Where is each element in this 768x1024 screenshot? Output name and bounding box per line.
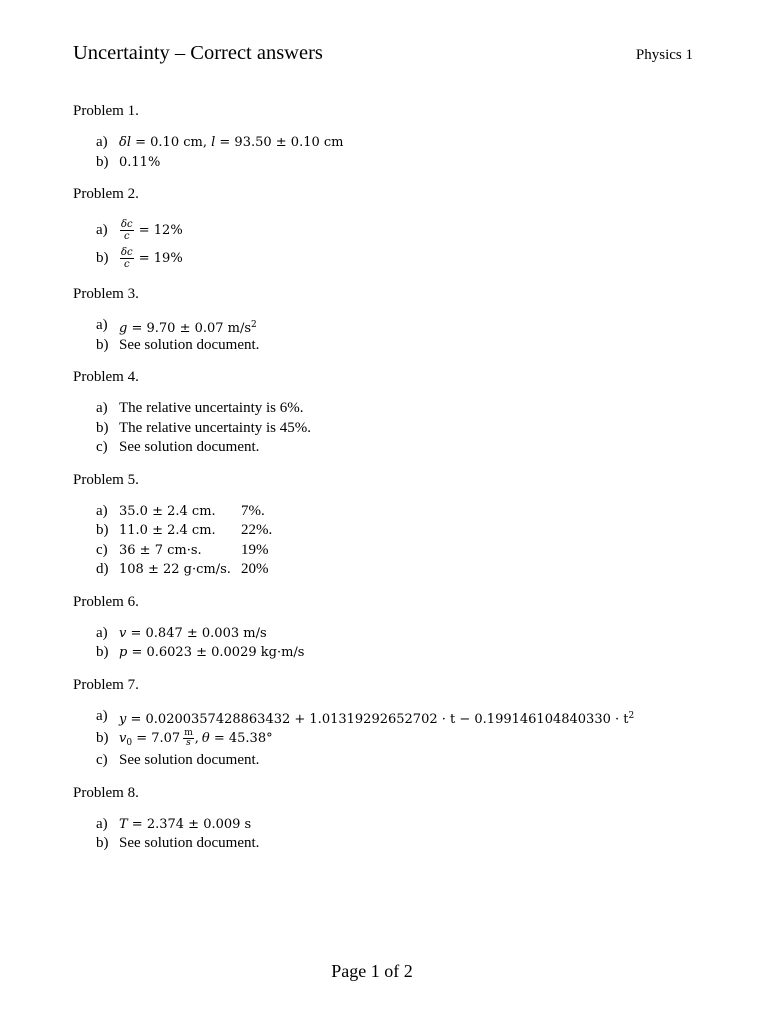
math-variable: δl: [119, 135, 131, 150]
fraction: [120, 219, 134, 242]
answer-label: a): [96, 707, 108, 724]
relative-uncertainty: 7%.: [241, 502, 265, 519]
page-number: Page 1 of 2: [331, 961, 413, 981]
answer-c: [73, 751, 728, 771]
math-expression: [119, 321, 257, 336]
math-text: = 2.374 ± 0.009 s: [127, 816, 252, 832]
math-expression: [119, 219, 183, 242]
answer-b: [73, 726, 728, 751]
answer-list: [73, 204, 728, 284]
problem-title: Problem 4.: [73, 369, 139, 385]
answer-b: [73, 521, 728, 541]
answer-a: [73, 316, 728, 336]
math-variable: θ: [201, 731, 210, 746]
answer-text: See solution document.: [119, 752, 260, 768]
answer-label: a): [96, 317, 108, 333]
math-variable: T: [119, 816, 128, 832]
answer-label: b): [96, 336, 109, 353]
problem-7: [73, 675, 728, 783]
fraction: [183, 729, 194, 748]
math-expression: [119, 712, 634, 727]
answer-label: c): [96, 541, 108, 558]
problem-5: [73, 470, 728, 592]
answer-label: b): [96, 644, 109, 660]
problem-2: [73, 184, 728, 284]
problem-title: Problem 2.: [73, 186, 139, 202]
math-text: = 9.70 ± 0.07 m/s: [127, 321, 252, 336]
problem-title: Problem 3.: [73, 286, 139, 302]
problem-4: [73, 367, 728, 470]
answer-label: b): [96, 835, 109, 851]
answer-a: [73, 815, 728, 835]
math-variable: g: [119, 321, 128, 336]
answer-a: [73, 624, 728, 644]
answer-label: b): [96, 419, 109, 436]
fraction-numerator: δc: [121, 247, 133, 258]
math-expression: [119, 728, 273, 748]
fraction-numerator: δc: [121, 219, 133, 230]
measured-value: 108 ± 22 g·cm/s.: [119, 562, 231, 577]
math-text: = 45.38°: [209, 731, 273, 746]
measured-value: 36 ± 7 cm·s.: [119, 542, 202, 558]
answer-text: The relative uncertainty is 6%.: [119, 400, 304, 416]
answer-c: [73, 541, 728, 561]
problem-title: Problem 1.: [73, 103, 139, 119]
math-text: = 93.50 ± 0.10 cm: [215, 135, 344, 150]
math-expression: [119, 626, 267, 641]
fraction-denominator: s: [186, 738, 191, 748]
answer-list: [73, 121, 728, 184]
math-expression: [119, 135, 343, 150]
answer-label: b): [96, 153, 109, 170]
math-text: ,: [194, 731, 199, 746]
problem-6: [73, 592, 728, 675]
answer-label: a): [96, 502, 108, 519]
problem-title: Problem 5.: [73, 471, 139, 488]
answer-list: [73, 695, 728, 783]
answers-content: [73, 101, 728, 866]
answer-label: a): [96, 134, 108, 150]
answer-label: b): [96, 730, 109, 746]
fraction-denominator: c: [124, 259, 130, 270]
math-text: = 0.10 cm,: [130, 135, 212, 150]
answer-label: a): [96, 222, 108, 238]
math-expression: [119, 155, 160, 170]
answer-label: a): [96, 400, 108, 416]
problem-3: [73, 284, 728, 367]
answer-list: [73, 612, 728, 675]
answer-label: c): [96, 752, 108, 768]
answer-b: [73, 643, 728, 663]
answer-b: [73, 244, 728, 272]
math-expression: [119, 817, 251, 832]
superscript: 2: [628, 710, 635, 721]
answer-a: [73, 707, 728, 727]
answer-label: a): [96, 624, 108, 641]
page-header: [73, 40, 693, 66]
answer-a: [73, 133, 728, 153]
answer-b: [73, 834, 728, 854]
course-name: Physics 1: [635, 47, 693, 63]
relative-uncertainty: 22%.: [241, 522, 273, 538]
subscript: 0: [126, 738, 133, 748]
math-variable: v: [119, 625, 127, 641]
answer-label: a): [96, 815, 108, 832]
math-variable: l: [211, 135, 216, 150]
problem-title: Problem 8.: [73, 784, 139, 801]
answer-a: [73, 502, 728, 522]
answer-text: See solution document.: [119, 336, 260, 353]
answer-list: [73, 803, 728, 866]
math-text: = 0.847 ± 0.003 m/s: [126, 625, 267, 641]
problem-8: [73, 783, 728, 866]
answer-label: c): [96, 439, 108, 455]
math-text: = 19%: [134, 251, 183, 266]
answer-a: [73, 216, 728, 244]
answer-list: [73, 490, 728, 592]
fraction-denominator: c: [124, 231, 130, 242]
math-text: = 0.0200357428863432 + 1.01319292652702 · t − 0.199146104840330 · t: [126, 711, 629, 727]
math-text: = 0.6023 ± 0.0029 kg·m/s: [127, 645, 305, 660]
answer-label: d): [96, 561, 109, 577]
answer-list: [73, 387, 728, 470]
fraction: [120, 247, 134, 270]
math-text: = 12%: [134, 223, 183, 238]
fraction-numerator: m: [184, 728, 193, 738]
math-expression: [119, 247, 183, 270]
answer-b: [73, 336, 728, 356]
answer-text: See solution document.: [119, 439, 260, 455]
math-expression: [119, 645, 304, 660]
measured-value: 35.0 ± 2.4 cm.: [119, 503, 216, 519]
math-text: 0.11%: [119, 154, 161, 170]
answer-text: The relative uncertainty is 45%.: [119, 419, 312, 436]
answer-label: b): [96, 250, 109, 266]
math-variable: v: [119, 731, 127, 746]
answer-b: [73, 153, 728, 173]
answer-b: [73, 419, 728, 439]
measured-value: 11.0 ± 2.4 cm.: [119, 523, 216, 538]
math-variable: p: [119, 645, 128, 660]
answer-d: [73, 560, 728, 580]
document-title: Uncertainty – Correct answers: [73, 42, 323, 64]
answer-text: See solution document.: [119, 835, 260, 851]
answer-list: [73, 304, 728, 367]
answer-c: [73, 438, 728, 458]
problem-title: Problem 6.: [73, 593, 139, 610]
relative-uncertainty: 19%: [241, 541, 269, 558]
math-text: = 7.07: [132, 731, 181, 746]
superscript: 2: [251, 320, 257, 330]
problem-1: [73, 101, 728, 184]
math-variable: y: [119, 711, 127, 727]
answer-label: b): [96, 522, 109, 538]
problem-title: Problem 7.: [73, 676, 139, 693]
relative-uncertainty: 20%: [241, 561, 269, 577]
answer-a: [73, 399, 728, 419]
